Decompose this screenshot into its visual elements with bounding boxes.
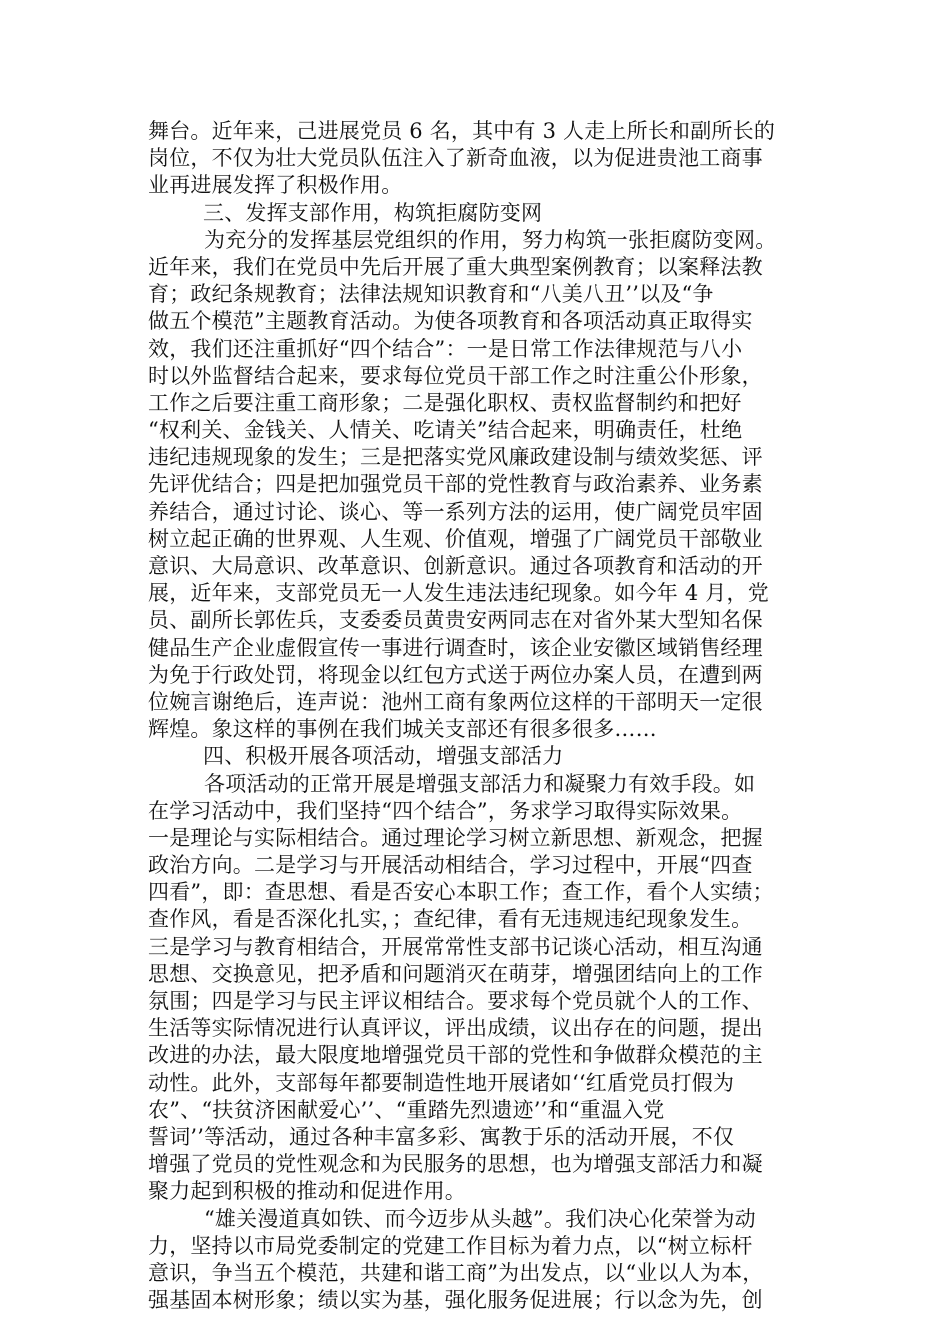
body-text-line: 舞台。近年来，己进展党员 6 名，其中有 3 人走上所长和副所长的 [148,119,776,143]
body-text-line: 员、副所长郭佐兵，支委委员黄贵安两同志在对省外某大型知名保 [148,608,763,633]
body-text-line: 树立起正确的世界观、人生观、价值观，增强了广阔党员干部敬业 [148,526,763,551]
body-text-line: 意识、大局意识、改革意识、创新意识。通过各项教育和活动的开 [148,554,763,578]
body-text-line: 为免于行政处罚，将现金以红包方式送于两位办案人员，在遭到两 [148,662,763,687]
document-body [148,118,808,1314]
body-text-line: 农”、“扶贫济困献爱心’’、“重踏先烈遗迹’’和“重温入党 [148,1097,665,1122]
body-text-line: 意识，争当五个模范，共建和谐工商”为出发点，以“业以人为本， [148,1260,764,1285]
body-text-line: 辉煌。象这样的事例在我们城关支部还有很多很多…… [148,717,657,742]
body-text-line: 业再进展发挥了积极作用。 [148,173,403,198]
paragraph-first-line: 各项活动的正常开展是增强支部活力和凝聚力有效手段。如 [204,771,756,796]
body-text-line: 生活等实际情况进行认真评议，评出成绩，议出存在的问题，提出 [148,1016,763,1041]
body-text-line: 一是理论与实际相结合。通过理论学习树立新思想、新观念，把握 [148,825,763,850]
paragraph-first-line: 为充分的发挥基层党组织的作用，努力构筑一张拒腐防变网。 [204,227,777,252]
body-text-line: 增强了党员的党性观念和为民服务的思想，也为增强支部活力和凝 [148,1152,763,1177]
body-text-line: 近年来，我们在党员中先后开展了重大典型案例教育；以案释法教 [148,254,763,279]
section-heading: 三、发挥支部作用，构筑拒腐防变网 [203,200,543,225]
body-text-line: 先评优结合；四是把加强党员干部的党性教育与政治素养、业务素 [148,472,763,497]
body-text-line: 查作风，看是否深化扎实，；查纪律，看有无违规违纪现象发生。 [148,907,753,932]
body-text-line: 强基固本树形象；绩以实为基，强化服务促进展；行以念为先，创 [148,1288,763,1313]
body-text-line: 力，坚持以市局党委制定的党建工作目标为着力点，以“树立标杆 [148,1233,753,1258]
body-text-line: 违纪违规现象的发生；三是把落实党风廉政建设制与绩效奖惩、评 [148,445,763,470]
body-text-line: 动性。此外，支部每年都要制造性地开展诸如‘‘红盾党员打假为 [148,1070,735,1095]
body-text-line: 展，近年来，支部党员无一人发生违法违纪现象。如今年 4 月，党 [148,581,769,606]
paragraph-first-line: “雄关漫道真如铁、而今迈步从头越”。我们决心化荣誉为动 [204,1206,756,1231]
body-text-line: 位婉言谢绝后，连声说：池州工商有象两位这样的干部明天一定很 [148,689,763,714]
body-text-line: 在学习活动中，我们坚持“四个结合”，务求学习取得实际效果。 [148,798,743,823]
body-text-line: 做五个模范”主题教育活动。为使各项教育和各项活动真正取得实 [148,309,753,334]
body-text-line: 育；政纪条规教育；法律法规知识教育和“八美八丑’’以及“争 [148,282,714,307]
body-text-line: 政治方向。二是学习与开展活动相结合，学习过程中，开展“四查 [148,853,753,878]
body-text-line: 四看”，即：查思想、看是否安心本职工作；查工作，看个人实绩； [148,880,774,905]
body-text-line: 改进的办法，最大限度地增强党员干部的党性和争做群众模范的主 [148,1043,763,1068]
body-text-line: 时以外监督结合起来，要求每位党员干部工作之时注重公仆形象， [148,363,763,388]
body-text-line: 誓词’’等活动，通过各种丰富多彩、寓教于乐的活动开展，不仅 [148,1124,735,1149]
section-heading: 四、积极开展各项活动，增强支部活力 [203,744,564,769]
body-text-line: “权利关、金钱关、人情关、吃请关”结合起来，明确责任，杜绝 [148,418,743,443]
body-text-line: 氛围；四是学习与民主评议相结合。要求每个党员就个人的工作、 [148,989,763,1013]
body-text-line: 效，我们还注重抓好“四个结合”：一是日常工作法律规范与八小 [148,336,743,361]
body-text-line: 工作之后要注重工商形象；二是强化职权、责权监督制约和把好 [148,390,742,415]
body-text-line: 思想、交换意见，把矛盾和问题消灭在萌芽，增强团结向上的工作 [148,961,763,986]
body-text-line: 岗位，不仅为壮大党员队伍注入了新奇血液，以为促进贵池工商事 [148,146,763,171]
body-text-line: 健品生产企业虚假宣传一事进行调查时，该企业安徽区域销售经理 [148,635,763,660]
body-text-line: 养结合，通过讨论、谈心、等一系列方法的运用，使广阔党员牢固 [148,499,763,524]
body-text-line: 聚力起到积极的推动和促进作用。 [148,1179,466,1204]
body-text-line: 三是学习与教育相结合，开展常常性支部书记谈心活动，相互沟通 [148,934,763,959]
